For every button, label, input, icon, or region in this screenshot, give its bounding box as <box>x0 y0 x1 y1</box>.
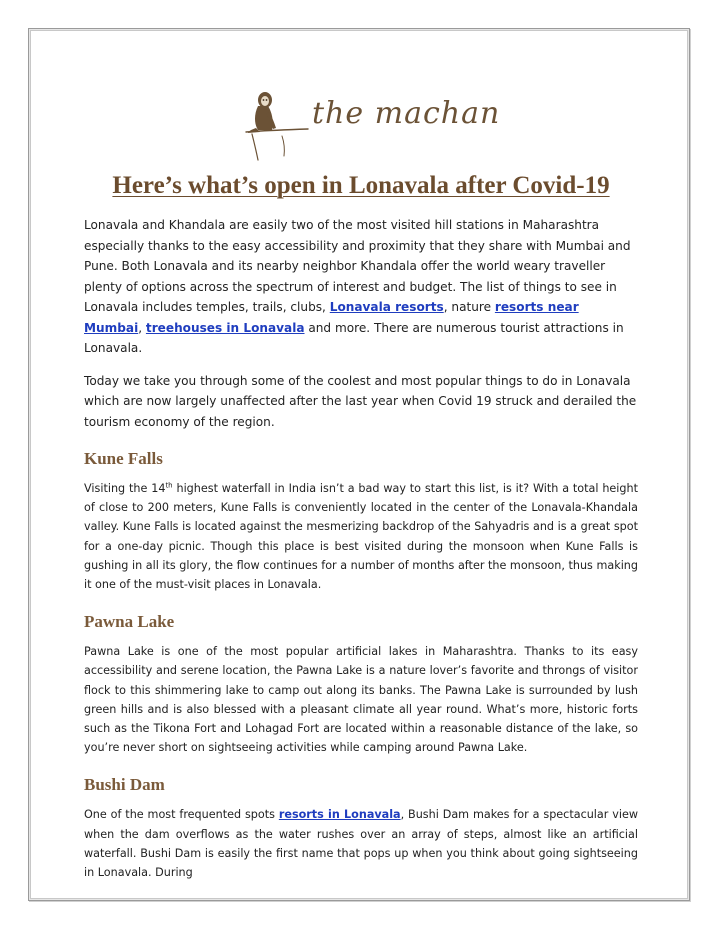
page-title: Here’s what’s open in Lonavala after Covid-19 <box>112 172 610 199</box>
intro-text: , nature <box>443 300 495 314</box>
bushi-dam-text: , Bushi Dam makes for a spectacular view when the dam overflows as the water rushes over an array of steps, almost like an artificial waterfall. Bushi Dam is easily the first name that pops up when you think about going sightseeing in Lonavala. During <box>84 808 639 880</box>
brand-logo <box>238 84 501 164</box>
resorts-in-lonavala-link[interactable]: resorts in Lonavala <box>278 808 401 822</box>
article-body <box>84 215 638 882</box>
treehouses-in-lonavala-link[interactable]: treehouses in Lonavala <box>145 320 305 335</box>
section-heading-kune-falls: Kune Falls <box>84 449 163 468</box>
intro-text: , <box>138 320 146 335</box>
kune-falls-text: Visiting the 14 <box>84 482 166 495</box>
kune-falls-paragraph <box>84 479 638 594</box>
resorts-near-mumbai-link[interactable]: resorts near Mumbai <box>84 300 579 335</box>
intro-paragraph-1 <box>84 215 638 359</box>
pawna-lake-paragraph: Pawna Lake is one of the most popular artificial lakes in Maharashtra. Thanks to its easy accessibility and serene location, the Pawna Lake is a nature lover’s favorite and throngs of visitor flock to this shimmering lake to camp out along its banks. The Pawna Lake is surrounded by lush green hills and is also blessed with a pleasant climate all year round. What’s more, historic forts such as the Tikona Fort and Lohagad Fort are located within a reasonable distance of the lake, so you’re never short on sightseeing activities while camping around Pawna Lake. <box>84 645 638 755</box>
intro-text: Lonavala and Khandala are easily two of the most visited hill stations in Maharashtra especially thanks to the easy accessibility and proximity that they share with Mumbai and Pune. Both Lonavala and its nearby neighbor Khandala offer the world weary traveller plenty of options across the spectrum of interest and budget. The list of things to see in Lonavala includes temples, trails, clubs, <box>84 218 631 314</box>
monkey-logo-icon <box>238 84 312 164</box>
lonavala-resorts-link[interactable]: Lonavala resorts <box>329 300 444 314</box>
bushi-dam-paragraph <box>84 805 638 882</box>
logo-text: the machan <box>312 96 501 131</box>
section-heading-pawna-lake: Pawna Lake <box>84 612 175 632</box>
intro-paragraph-2: Today we take you through some of the coolest and most popular things to do in Lonavala which are now largely unaffected after the last year when Covid 19 struck and derailed the tourism economy of the region. <box>84 373 637 429</box>
intro-text: and more. There are numerous tourist attractions in Lonavala. <box>84 320 624 355</box>
ordinal-suffix: th <box>165 481 173 490</box>
section-heading-bushi-dam: Bushi Dam <box>84 775 165 795</box>
kune-falls-text: highest waterfall in India isn’t a bad way to start this list, is it? With a total height of close to 200 meters, Kune Falls is conveniently located in the center of the Lonavala-Khandala valley. Kune Falls is located against the mesmerizing backdrop of the Sahyadris and is a great spot for a one-day picnic. Though this place is best visited during the monsoon when Kune Falls is gushing in all its glory, the flow continues for a number of months after the monsoon, thus making it one of the must-visit places in Lonavala. <box>84 482 638 592</box>
bushi-dam-text: One of the most frequented spots <box>84 808 279 822</box>
